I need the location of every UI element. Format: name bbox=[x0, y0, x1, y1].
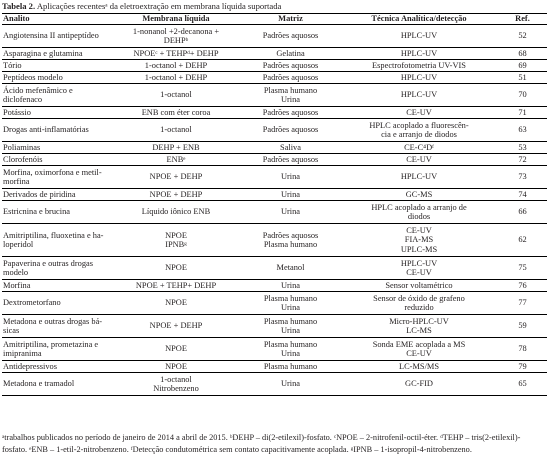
cell-text: 53 bbox=[518, 142, 527, 152]
cell-text: NPOE bbox=[165, 344, 187, 354]
cell-tecnica bbox=[340, 60, 498, 72]
cell-matriz bbox=[241, 72, 340, 84]
cell-analito bbox=[2, 280, 111, 292]
cell-text: Padrões aquosos bbox=[262, 72, 319, 82]
cell-text: Morfina bbox=[3, 280, 31, 290]
cell-matriz bbox=[241, 48, 340, 60]
cell-analito bbox=[2, 224, 111, 257]
cell-text: HPLC-UV bbox=[400, 72, 438, 82]
cell-tecnica bbox=[340, 201, 498, 224]
cell-text: Urina bbox=[280, 172, 301, 182]
cell-text: Urina bbox=[280, 280, 301, 290]
cell-text: NPOE + TEHP+ DEHP bbox=[135, 280, 217, 290]
cell-ref bbox=[498, 201, 547, 224]
cell-text: Dextrometorfano bbox=[3, 298, 61, 308]
cell-text: Sonda EME acoplada a MS bbox=[372, 339, 466, 349]
cell-matriz bbox=[241, 119, 340, 142]
cell-text: HPLC-UV bbox=[400, 48, 438, 58]
cell-text: reduzido bbox=[404, 303, 434, 312]
cell-analito bbox=[2, 257, 111, 280]
cell-text: 77 bbox=[518, 298, 527, 308]
cell-matriz bbox=[241, 338, 340, 361]
cell-text: imipranima bbox=[3, 349, 42, 358]
cell-text: modelo bbox=[3, 268, 29, 277]
cell-text: Metadona e tramadol bbox=[3, 379, 75, 389]
cell-matriz bbox=[241, 166, 340, 189]
cell-membrana bbox=[111, 166, 241, 189]
cell-ref bbox=[498, 189, 547, 201]
cell-membrana bbox=[111, 48, 241, 60]
table-row bbox=[2, 142, 547, 154]
cell-text: DEHPᵇ bbox=[163, 36, 189, 45]
cell-tecnica bbox=[340, 72, 498, 84]
cell-text: Morfina, oximorfona e metil- bbox=[3, 167, 102, 177]
cell-text: Padrões aquosos bbox=[262, 230, 319, 240]
cell-text: 66 bbox=[518, 207, 527, 217]
cell-text: CE-UV bbox=[406, 349, 432, 358]
cell-text: Angiotensina II antipeptídeo bbox=[3, 31, 99, 41]
cell-text: HPLC acoplado a fluorescên- bbox=[369, 120, 469, 130]
cell-analito bbox=[2, 60, 111, 72]
cell-text: Padrões aquosos bbox=[262, 125, 319, 135]
cell-ref bbox=[498, 292, 547, 315]
cell-text: Estricnina e brucina bbox=[3, 207, 70, 217]
cell-text: 52 bbox=[518, 31, 527, 41]
cell-text: CE-UV bbox=[406, 107, 432, 117]
cell-text: UPLC-MS bbox=[400, 244, 438, 254]
cell-text: 1-octanol + DEHP bbox=[144, 72, 208, 82]
table-row bbox=[2, 48, 547, 60]
cell-text: Líquido iônico ENB bbox=[141, 207, 211, 217]
cell-text: Amitriptilina, prometazina e bbox=[3, 339, 99, 349]
cell-text: NPOE bbox=[165, 361, 187, 371]
cell-text: Poliaminas bbox=[3, 142, 41, 152]
cell-text: Plasma humano bbox=[263, 361, 318, 371]
table-row bbox=[2, 292, 547, 315]
cell-analito bbox=[2, 72, 111, 84]
cell-ref bbox=[498, 361, 547, 373]
cell-text: HPLC-UV bbox=[400, 31, 438, 41]
cell-text: Saliva bbox=[280, 142, 301, 152]
cell-ref bbox=[498, 315, 547, 338]
cell-matriz bbox=[241, 25, 340, 48]
cell-ref bbox=[498, 338, 547, 361]
cell-ref bbox=[498, 257, 547, 280]
cell-analito bbox=[2, 315, 111, 338]
cell-ref bbox=[498, 166, 547, 189]
cell-text: Padrões aquosos bbox=[262, 60, 319, 70]
cell-text: GC-MS bbox=[405, 189, 433, 199]
cell-text: 76 bbox=[518, 280, 527, 290]
cell-ref bbox=[498, 142, 547, 154]
cell-membrana bbox=[111, 84, 241, 107]
cell-text: 1-octanol + DEHP bbox=[144, 60, 208, 70]
cell-membrana bbox=[111, 361, 241, 373]
cell-text: Sensor voltamétrico bbox=[385, 280, 453, 290]
cell-analito bbox=[2, 48, 111, 60]
cell-text: Gelatina bbox=[276, 48, 305, 58]
cell-text: NPOE bbox=[165, 230, 187, 240]
cell-text: Drogas anti-inflamatórias bbox=[3, 125, 89, 135]
cell-text: 59 bbox=[518, 321, 527, 331]
table-row bbox=[2, 315, 547, 338]
cell-analito bbox=[2, 119, 111, 142]
cell-analito bbox=[2, 292, 111, 315]
cell-text: FIA-MS bbox=[404, 235, 434, 245]
cell-text: Urina bbox=[280, 379, 301, 389]
cell-text: sicas bbox=[3, 326, 20, 335]
table-row bbox=[2, 361, 547, 373]
header-tecnica: Técnica Analítica/detecção bbox=[340, 14, 498, 25]
cell-tecnica bbox=[340, 25, 498, 48]
cell-ref bbox=[498, 60, 547, 72]
cell-text: morfina bbox=[3, 177, 30, 186]
table-body bbox=[2, 25, 547, 396]
cell-matriz bbox=[241, 224, 340, 257]
cell-text: Ácido mefenâmico e diclofenaco bbox=[3, 85, 73, 104]
cell-text: NPOE bbox=[165, 298, 187, 308]
footnote-line: ᵃtrabalhos publicados no período de janeiro de 2014 a abril de 2015. ᵇDEHP – di(2-etilexil)-fosfato. ᶜNPOE – 2-nitrofenil-octil-éter. ᵈTEHP – tris(2-etilexil)- bbox=[2, 433, 521, 442]
cell-text: Micro-HPLC-UV bbox=[389, 316, 449, 326]
cell-text: LC-MS bbox=[406, 326, 432, 335]
cell-membrana bbox=[111, 338, 241, 361]
cell-text: 70 bbox=[518, 90, 527, 100]
cell-matriz bbox=[241, 107, 340, 119]
cell-matriz bbox=[241, 257, 340, 280]
header-ref: Ref. bbox=[498, 14, 547, 25]
cell-text: CE-UV bbox=[406, 225, 432, 235]
table-row bbox=[2, 224, 547, 257]
caption-label: Tabela 2. bbox=[2, 1, 36, 11]
cell-text: HPLC acoplado a arranjo de bbox=[371, 202, 467, 212]
cell-text: 74 bbox=[518, 189, 527, 199]
cell-text: Tório bbox=[3, 60, 22, 70]
cell-text: Asparagina e glutamina bbox=[3, 48, 83, 58]
table-row bbox=[2, 25, 547, 48]
cell-matriz bbox=[241, 142, 340, 154]
table-row bbox=[2, 119, 547, 142]
cell-tecnica bbox=[340, 338, 498, 361]
cell-tecnica bbox=[340, 257, 498, 280]
table-row bbox=[2, 72, 547, 84]
cell-text: Urina bbox=[280, 207, 301, 217]
cell-tecnica bbox=[340, 292, 498, 315]
cell-analito bbox=[2, 166, 111, 189]
cell-text: CE-UV bbox=[406, 268, 432, 277]
cell-ref bbox=[498, 119, 547, 142]
cell-text: HPLC-UV bbox=[400, 258, 438, 268]
cell-text: Potássio bbox=[3, 107, 31, 117]
cell-membrana bbox=[111, 257, 241, 280]
cell-matriz bbox=[241, 201, 340, 224]
cell-text: 69 bbox=[518, 60, 527, 70]
cell-text: 63 bbox=[518, 125, 527, 135]
cell-text: Urina bbox=[280, 326, 301, 335]
cell-ref bbox=[498, 373, 547, 396]
table-row bbox=[2, 201, 547, 224]
cell-text: NPOE bbox=[165, 263, 187, 273]
cell-text: Amitriptilina, fluoxetina e ha- bbox=[3, 230, 104, 240]
cell-tecnica bbox=[340, 224, 498, 257]
table-row bbox=[2, 280, 547, 292]
cell-text: Urina bbox=[280, 95, 301, 104]
cell-text: 68 bbox=[518, 48, 527, 58]
header-membrana: Membrana líquida bbox=[111, 14, 241, 25]
cell-text: Plasma humano bbox=[263, 85, 318, 95]
cell-analito bbox=[2, 338, 111, 361]
cell-text: ENB com éter coroa bbox=[141, 107, 211, 117]
cell-membrana bbox=[111, 25, 241, 48]
cell-text: 51 bbox=[518, 72, 527, 82]
table-row bbox=[2, 60, 547, 72]
cell-text: NPOE + DEHP bbox=[149, 189, 203, 199]
cell-text: ENBᵉ bbox=[166, 154, 186, 164]
cell-matriz bbox=[241, 154, 340, 166]
cell-text: LC-MS/MS bbox=[398, 361, 440, 371]
header-matriz: Matriz bbox=[241, 14, 340, 25]
cell-text: 79 bbox=[518, 361, 527, 371]
table-caption bbox=[2, 1, 281, 12]
cell-membrana bbox=[111, 292, 241, 315]
cell-matriz bbox=[241, 292, 340, 315]
cell-analito bbox=[2, 142, 111, 154]
cell-membrana bbox=[111, 224, 241, 257]
cell-text: cia e arranjo de diodos bbox=[381, 130, 457, 139]
applications-table bbox=[2, 13, 547, 396]
cell-analito bbox=[2, 189, 111, 201]
cell-tecnica bbox=[340, 280, 498, 292]
cell-membrana bbox=[111, 72, 241, 84]
cell-membrana bbox=[111, 280, 241, 292]
cell-ref bbox=[498, 48, 547, 60]
footnote-line: fosfato. ᵉENB – 1-etil-2-nitrobenzeno. ᶠDetecção condutométrica sem contato capacitivamente acoplada. ᵍIPNB – 1-isopropil-4-nitrobenzeno. bbox=[2, 444, 472, 454]
cell-text: Papaverina e outras drogas bbox=[3, 258, 93, 268]
cell-text: loperidol bbox=[3, 240, 34, 249]
cell-text: Peptídeos modelo bbox=[3, 72, 63, 82]
cell-membrana bbox=[111, 142, 241, 154]
cell-text: Plasma humano bbox=[263, 339, 318, 349]
caption-text: Aplicações recentesᵃ da eletroextração em membrana líquida suportada bbox=[36, 1, 282, 11]
cell-tecnica bbox=[340, 119, 498, 142]
cell-text: CE-UV bbox=[406, 154, 432, 164]
cell-tecnica bbox=[340, 166, 498, 189]
cell-text: Padrões aquosos bbox=[262, 31, 319, 41]
cell-matriz bbox=[241, 84, 340, 107]
cell-ref bbox=[498, 107, 547, 119]
cell-tecnica bbox=[340, 84, 498, 107]
cell-text: Plasma humano bbox=[263, 316, 318, 326]
cell-text: 1-octanol bbox=[160, 125, 192, 135]
cell-text: Sensor de óxido de grafeno bbox=[373, 293, 465, 303]
table-row bbox=[2, 257, 547, 280]
cell-text: Nitrobenzeno bbox=[153, 384, 199, 393]
cell-tecnica bbox=[340, 107, 498, 119]
cell-text: Urina bbox=[280, 189, 301, 199]
cell-text: Padrões aquosos bbox=[262, 154, 319, 164]
cell-analito bbox=[2, 361, 111, 373]
cell-tecnica bbox=[340, 189, 498, 201]
cell-text: Plasma humano bbox=[263, 293, 318, 303]
cell-text: 1-nonanol +2-decanona + bbox=[132, 26, 220, 36]
cell-membrana bbox=[111, 315, 241, 338]
cell-text: 1-octanol bbox=[160, 90, 192, 100]
cell-text: Plasma humano bbox=[263, 240, 318, 249]
cell-text: CE-C⁴Dᶠ bbox=[404, 142, 434, 152]
cell-analito bbox=[2, 84, 111, 107]
cell-tecnica bbox=[340, 361, 498, 373]
cell-matriz bbox=[241, 315, 340, 338]
footnotes bbox=[2, 432, 548, 455]
cell-ref bbox=[498, 154, 547, 166]
cell-text: 75 bbox=[518, 263, 527, 273]
cell-text: Espectrofotometria UV-VIS bbox=[372, 60, 466, 70]
cell-text: NPOE + DEHP bbox=[149, 172, 203, 182]
cell-text: 1-octanol bbox=[160, 374, 192, 384]
cell-text: 71 bbox=[518, 107, 527, 117]
header-analito: Analito bbox=[2, 14, 111, 25]
cell-text: 72 bbox=[518, 154, 527, 164]
cell-matriz bbox=[241, 280, 340, 292]
cell-analito bbox=[2, 373, 111, 396]
cell-analito bbox=[2, 201, 111, 224]
cell-text: HPLC-UV bbox=[400, 90, 438, 100]
cell-membrana bbox=[111, 107, 241, 119]
cell-ref bbox=[498, 224, 547, 257]
cell-membrana bbox=[111, 189, 241, 201]
cell-text: diodos bbox=[407, 212, 431, 221]
cell-membrana bbox=[111, 373, 241, 396]
cell-text: Derivados de piridina bbox=[3, 189, 76, 199]
table-row bbox=[2, 166, 547, 189]
table-row bbox=[2, 338, 547, 361]
table-header-row bbox=[2, 14, 547, 25]
cell-text: HPLC-UV bbox=[400, 172, 438, 182]
cell-tecnica bbox=[340, 154, 498, 166]
cell-text: Padrões aquosos bbox=[262, 107, 319, 117]
cell-membrana bbox=[111, 201, 241, 224]
table-row bbox=[2, 373, 547, 396]
cell-membrana bbox=[111, 60, 241, 72]
cell-text: Clorofenóis bbox=[3, 154, 43, 164]
cell-ref bbox=[498, 84, 547, 107]
cell-matriz bbox=[241, 189, 340, 201]
cell-text: Urina bbox=[280, 303, 301, 312]
cell-text: IPNBᵍ bbox=[165, 240, 187, 249]
cell-ref bbox=[498, 25, 547, 48]
cell-text: DEHP + ENB bbox=[152, 142, 200, 152]
cell-tecnica bbox=[340, 142, 498, 154]
cell-text: NPOEᶜ + TEHPᵈ+ DEHP bbox=[133, 48, 219, 58]
cell-text: 78 bbox=[518, 344, 527, 354]
cell-membrana bbox=[111, 119, 241, 142]
cell-tecnica bbox=[340, 48, 498, 60]
cell-analito bbox=[2, 107, 111, 119]
cell-matriz bbox=[241, 373, 340, 396]
cell-text: NPOE + DEHP bbox=[149, 321, 203, 331]
cell-text: 62 bbox=[518, 235, 527, 245]
cell-analito bbox=[2, 25, 111, 48]
cell-text: Metanol bbox=[276, 263, 305, 273]
cell-text: Urina bbox=[280, 349, 301, 358]
cell-text: Metadona e outras drogas bá- bbox=[3, 316, 103, 326]
cell-matriz bbox=[241, 361, 340, 373]
table-row bbox=[2, 154, 547, 166]
cell-ref bbox=[498, 280, 547, 292]
cell-text: 65 bbox=[518, 379, 527, 389]
cell-text: 73 bbox=[518, 172, 527, 182]
cell-text: Antidepressivos bbox=[3, 361, 57, 371]
table-row bbox=[2, 84, 547, 107]
cell-text: GC-FID bbox=[405, 379, 433, 389]
cell-membrana bbox=[111, 154, 241, 166]
cell-matriz bbox=[241, 60, 340, 72]
cell-analito bbox=[2, 154, 111, 166]
table-row bbox=[2, 107, 547, 119]
cell-tecnica bbox=[340, 315, 498, 338]
cell-ref bbox=[498, 72, 547, 84]
table-row bbox=[2, 189, 547, 201]
cell-tecnica bbox=[340, 373, 498, 396]
